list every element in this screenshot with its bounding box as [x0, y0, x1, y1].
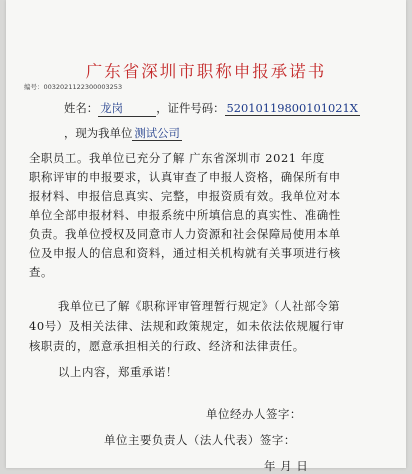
unit-prefix: ，现为我单位 [64, 126, 133, 140]
unit-name-value: 测试公司 [134, 126, 180, 140]
name-row [64, 100, 360, 117]
legal-representative-signature-label: 单位主要负责人（法人代表）签字： [104, 433, 296, 447]
paragraph-1-line-2: 职称评审的申报要求，认真审查了申报人资格，确保所有申 [29, 170, 341, 184]
name-value: 龙岗 [98, 100, 156, 117]
handler-signature-label: 单位经办人签字： [206, 407, 302, 421]
closing-statement: 以上内容，郑重承诺！ [58, 365, 178, 379]
document-page [6, 0, 406, 473]
id-number-value: 52010119800101021X [226, 101, 358, 115]
paragraph-2-line-3: 核职责的，愿意承担相关的行政、经济和法律责任。 [29, 339, 305, 353]
paragraph-2-line-2: 40号）及相关法律、法规和政策规定，如未依法依规履行审 [29, 319, 345, 333]
paragraph-2-line-1: 我单位已了解《职称评审管理暂行规定》（人社部令第 [58, 299, 341, 313]
paragraph-1-line-6: 位及申报人的信息和资料，通过相关机构就有关事项进行核 [29, 246, 341, 260]
id-label: ，证件号码： [156, 101, 225, 115]
paragraph-1-line-5: 负责。我单位授权及同意市人力资源和社会保障局使用本单 [29, 227, 341, 241]
paragraph-1-line-1: 全职员工。我单位已充分了解 广东省深圳市 2021 年度 [29, 151, 325, 165]
paragraph-1-line-4: 单位全部申报材料、申报系统中所填信息的真实性、准确性 [29, 208, 341, 222]
unit-row [64, 125, 182, 141]
paragraph-1-line-3: 报材料、申报信息真实、完整，申报资质有效。我单位对本 [29, 189, 341, 203]
serial-number: 编号：0032021122300003253 [24, 83, 123, 91]
name-label: 姓名： [64, 101, 99, 115]
document-title: 广东省深圳市职称申报承诺书 [85, 62, 327, 81]
paragraph-1-line-7: 查。 [29, 265, 53, 279]
date-line: 年 月 日 [264, 459, 309, 473]
